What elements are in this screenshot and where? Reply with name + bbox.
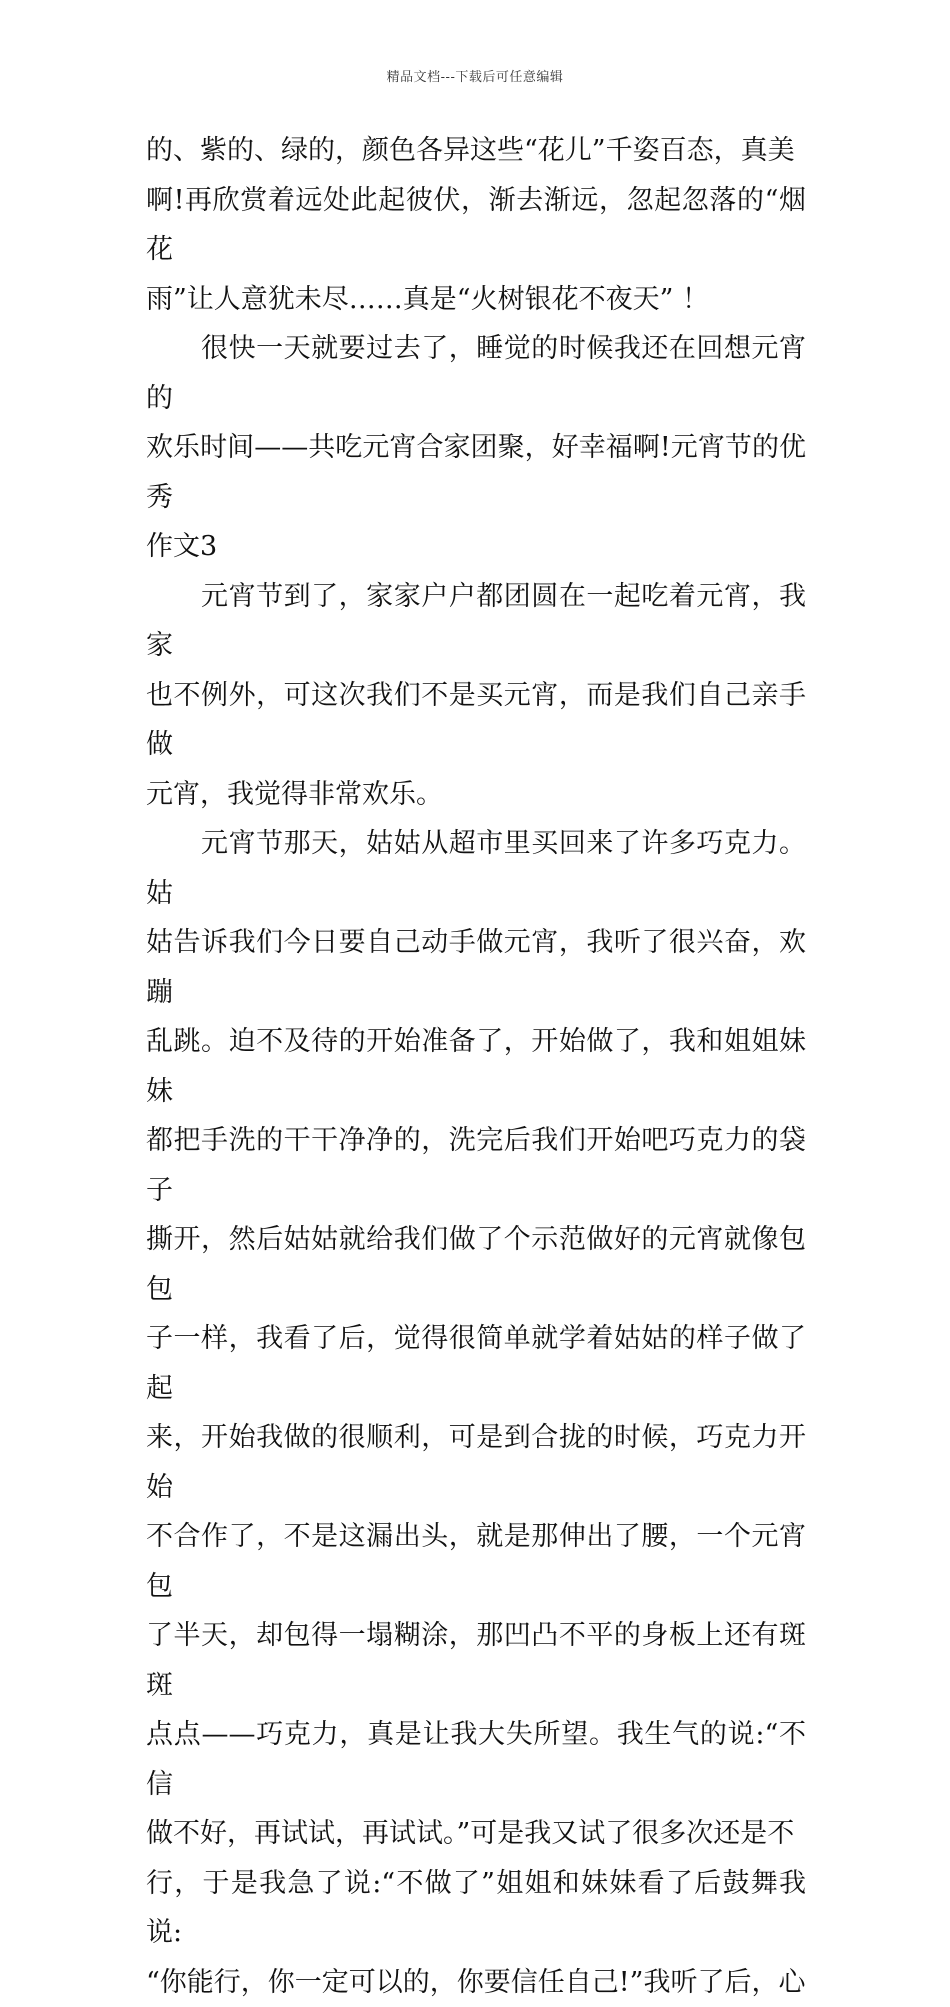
paragraph (146, 572, 806, 820)
text-line: 了半天，却包得一塌糊涂，那凹凸不平的身板上还有斑斑 (146, 1620, 806, 1701)
text-line: 啊!再欣赏着远处此起彼伏，渐去渐远，忽起忽落的“烟花 (146, 184, 806, 265)
text-line: 做不好，再试试，再试试。”可是我又试了很多次还是不 (146, 1818, 795, 1849)
text-line: 不合作了，不是这漏出头，就是那伸出了腰，一个元宵包 (146, 1521, 806, 1602)
text-line: 也不例外，可这次我们不是买元宵，而是我们自己亲手做 (146, 679, 806, 760)
text-line: 乱跳。迫不及待的开始准备了，开始做了，我和姐姐妹妹 (146, 1026, 806, 1107)
page-header: 精品文档---下载后可任意编辑 (386, 70, 564, 85)
text-line: 点点——巧克力，真是让我大失所望。我生气的说:“不信 (146, 1719, 806, 1800)
text-line: 欢乐时间——共吃元宵合家团聚，好幸福啊!元宵节的优秀 (146, 432, 806, 513)
text-line: 元宵节到了，家家户户都团圆在一起吃着元宵，我家 (146, 580, 806, 661)
text-line: 撕开，然后姑姑就给我们做了个示范做好的元宵就像包包 (146, 1224, 806, 1305)
text-line: 很快一天就要过去了，睡觉的时候我还在回想元宵的 (146, 333, 806, 414)
document-body (146, 126, 806, 2007)
text-line: 姑告诉我们今日要自己动手做元宵，我听了很兴奋，欢蹦 (146, 927, 806, 1008)
text-line: 雨”让人意犹未尽……真是“火树银花不夜天” ！ (146, 283, 709, 315)
text-line: “你能行，你一定可以的，你要信任自己!”我听了后，心 (146, 1966, 806, 1998)
text-line: 来，开始我做的很顺利，可是到合拢的时候，巧克力开始 (146, 1422, 806, 1503)
text-line: 元宵，我觉得非常欢乐。 (146, 778, 443, 810)
text-line: 都把手洗的干干净净的，洗完后我们开始吧巧克力的袋子 (146, 1125, 806, 1206)
text-line: 作文3 (146, 531, 218, 562)
text-line: 行，于是我急了说:“不做了”姐姐和妹妹看了后鼓舞我说: (146, 1867, 806, 1948)
paragraph (146, 126, 806, 324)
text-line: 元宵节那天，姑姑从超市里买回来了许多巧克力。姑 (146, 828, 806, 909)
paragraph (146, 324, 806, 572)
paragraph (146, 819, 806, 2007)
text-line: 的、紫的、绿的，颜色各异这些“花儿”千姿百态，真美 (146, 135, 795, 166)
text-line: 子一样，我看了后，觉得很简单就学着姑姑的样子做了起 (146, 1323, 806, 1404)
